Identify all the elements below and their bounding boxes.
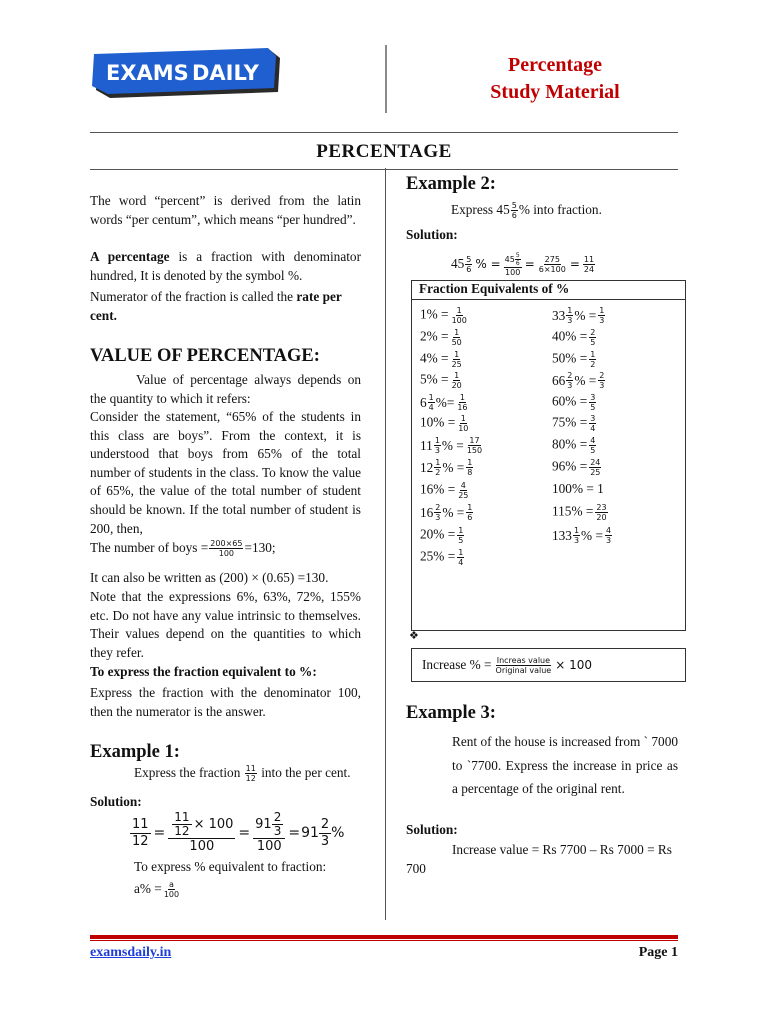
mixed-percent bbox=[552, 306, 596, 325]
ex1-sol-fraction-b bbox=[168, 811, 235, 855]
fraction-table-cell-right-8 bbox=[552, 481, 604, 497]
ex1-denominator: 12 bbox=[245, 774, 256, 784]
percent-label: 96% = bbox=[552, 458, 588, 474]
equivalent-num: 1 bbox=[454, 371, 460, 380]
equivalent-den: 16 bbox=[457, 403, 468, 412]
ex1-numerator: 11 bbox=[245, 764, 256, 774]
equivalent-num: 1 bbox=[458, 526, 464, 535]
rate-per-cent-bold: rate per cent. bbox=[90, 289, 342, 323]
ex2-sol-b-fraction bbox=[504, 252, 522, 277]
mixed-suffix: % = bbox=[581, 527, 603, 543]
fraction-table-cell-right-4 bbox=[552, 393, 597, 412]
mixed-percent bbox=[552, 371, 596, 390]
mixed-fraction bbox=[434, 458, 441, 477]
mixed-suffix: % = bbox=[574, 307, 597, 323]
ex2-num: 5 bbox=[511, 201, 517, 211]
ex1-sol-b-inner-num: 11 bbox=[174, 810, 190, 824]
percent-label: 60% = bbox=[552, 393, 588, 409]
fraction-table-cell-right-0 bbox=[552, 306, 606, 325]
ex1-sol-d-whole: 91 bbox=[301, 825, 319, 841]
footer-website-link[interactable]: examsdaily.in bbox=[90, 945, 172, 960]
equivalent-den: 150 bbox=[466, 446, 483, 455]
percent-label: 115% = bbox=[552, 503, 594, 519]
a-percent-formula bbox=[134, 880, 181, 899]
mixed-fraction bbox=[566, 306, 573, 325]
increase-fraction bbox=[495, 656, 553, 675]
ex2-sol-b-inner-num: 5 bbox=[515, 251, 520, 259]
ex2-prefix: Express 45 bbox=[451, 202, 510, 217]
mixed-den: 3 bbox=[567, 316, 573, 325]
mixed-den: 2 bbox=[435, 468, 441, 477]
example-2-question bbox=[451, 201, 602, 220]
fraction-table-heading: Fraction Equivalents of % bbox=[419, 281, 570, 296]
mixed-percent bbox=[420, 458, 464, 477]
equivalent-fraction bbox=[456, 393, 468, 412]
increase-mult: × 100 bbox=[555, 658, 592, 672]
header-title-line2: Study Material bbox=[490, 81, 620, 103]
equivalent-den: 4 bbox=[590, 424, 596, 433]
ex2-suffix: % into fraction. bbox=[518, 202, 602, 217]
example-1-solution-equation: $\frac{11}{12}$ = $\frac{11}{12}$ × 100 100 = 91 $\frac{2}{3}$ 100 = 91 $\frac{2}{3}$ % bbox=[132, 810, 345, 854]
equivalent-num: 1 bbox=[460, 414, 466, 423]
fraction-equivalents-table bbox=[411, 280, 686, 631]
value-paragraph-1: Value of percentage always depends on the quantity to which it refers: bbox=[90, 372, 361, 406]
ex1-sol-b-den: 100 bbox=[189, 839, 215, 854]
percent-label: 80% = bbox=[552, 436, 588, 452]
ex1-sol-d-den: 3 bbox=[320, 833, 330, 849]
equivalent-den: 8 bbox=[467, 468, 473, 477]
mixed-num: 1 bbox=[435, 458, 441, 467]
mixed-den: 3 bbox=[567, 381, 573, 390]
ex1-sol-b-mult: × 100 bbox=[193, 816, 234, 832]
rate-per-cent-text: Numerator of the fraction is called the bbox=[90, 289, 297, 304]
equivalent-den: 6 bbox=[467, 513, 473, 522]
percent-label: 1% = bbox=[420, 306, 449, 322]
equivalent-den: 5 bbox=[590, 338, 596, 347]
note-paragraph: Note that the expressions 6%, 63%, 72%, 155% etc. Do not have any value intrinsic to themselves. Their values depend on the quantities to which they refer. bbox=[90, 589, 361, 660]
ex2-sol-c-num: 275 bbox=[544, 254, 560, 264]
fraction-table-cell-left-0 bbox=[420, 306, 469, 325]
equivalent-fraction bbox=[466, 458, 473, 477]
logo-text-exams: EXAMS bbox=[106, 61, 189, 85]
equivalent-fraction bbox=[466, 436, 483, 455]
ex2-sol-b-inner-den: 6 bbox=[515, 259, 520, 267]
equivalent-den: 3 bbox=[599, 316, 605, 325]
equivalent-fraction bbox=[457, 481, 469, 500]
mixed-suffix: %= bbox=[435, 394, 455, 410]
fraction-table-cell-right-2 bbox=[552, 350, 597, 369]
boys-fraction bbox=[209, 539, 243, 558]
equivalent-num: 17 bbox=[469, 436, 480, 445]
equivalent-fraction bbox=[598, 306, 605, 325]
equivalent-den: 5 bbox=[590, 403, 596, 412]
fraction-table-cell-left-1 bbox=[420, 328, 464, 347]
ex1-sol-c-inner-den: 3 bbox=[273, 824, 282, 838]
increase-num: Increas value bbox=[496, 655, 551, 665]
increase-den: Original value bbox=[495, 665, 552, 675]
to-express-percent-line: To express % equivalent to fraction: bbox=[134, 859, 327, 874]
fraction-table-cell-left-10 bbox=[420, 526, 465, 545]
ex1-sol-a-num: 11 bbox=[132, 816, 149, 832]
page-number: Page 1 bbox=[638, 945, 678, 960]
equivalent-num: 3 bbox=[590, 414, 596, 423]
mixed-percent bbox=[420, 436, 464, 455]
percentage-definition-bold: A percentage bbox=[90, 249, 170, 264]
example-3-heading: Example 3: bbox=[406, 703, 496, 723]
fraction-table-cell-right-10 bbox=[552, 526, 613, 545]
fraction-table-cell-left-6 bbox=[420, 436, 484, 455]
mixed-num: 1 bbox=[434, 436, 440, 445]
percent-label: 16% = bbox=[420, 481, 456, 497]
equivalent-fraction bbox=[598, 371, 605, 390]
increase-prefix: Increase % = bbox=[422, 657, 492, 672]
fraction-table-cell-right-9 bbox=[552, 503, 609, 522]
equivalent-fraction bbox=[589, 414, 596, 433]
boys-prefix: The number of boys = bbox=[90, 540, 209, 555]
intro-paragraph: The word “percent” is derived from the latin words “per centum”, which means “per hundred”. bbox=[90, 193, 361, 227]
equivalent-den: 50 bbox=[451, 338, 462, 347]
increase-percent-formula-box bbox=[411, 648, 686, 682]
mixed-percent bbox=[420, 503, 464, 522]
ex2-sol-d-den: 24 bbox=[583, 264, 595, 274]
fraction-table-cell-left-5 bbox=[420, 414, 470, 433]
mixed-whole: 6 bbox=[420, 394, 427, 410]
ex2-sol-c-den: 6×100 bbox=[538, 264, 566, 274]
mixed-fraction bbox=[428, 393, 435, 412]
percent-label: 4% = bbox=[420, 350, 449, 366]
mixed-whole: 33 bbox=[552, 307, 566, 323]
equivalent-den: 25 bbox=[451, 360, 462, 369]
ex2-sol-c-fraction bbox=[538, 255, 567, 274]
percent-label: 40% = bbox=[552, 328, 588, 344]
ex1-sol-percent: % bbox=[331, 825, 345, 841]
ex2-sol-fraction bbox=[465, 255, 472, 274]
header-title bbox=[440, 52, 670, 106]
example-1-heading: Example 1: bbox=[90, 742, 180, 762]
ex1-sol-b-inner-den: 12 bbox=[174, 824, 190, 838]
equivalent-den: 10 bbox=[458, 424, 469, 433]
mixed-num: 2 bbox=[435, 503, 441, 512]
mixed-num: 1 bbox=[428, 393, 434, 402]
equivalent-num: 2 bbox=[599, 371, 605, 380]
mixed-den: 4 bbox=[428, 403, 434, 412]
equivalent-num: 24 bbox=[590, 458, 601, 467]
ex2-sol-b-whole: 45 bbox=[504, 254, 515, 264]
a-percent-fraction bbox=[163, 880, 180, 899]
percent-label: 25% = bbox=[420, 548, 456, 564]
mixed-den: 3 bbox=[573, 536, 580, 545]
equivalent-num: 1 bbox=[456, 306, 462, 315]
equivalent-fraction bbox=[457, 548, 464, 567]
equivalent-num: 4 bbox=[590, 436, 596, 445]
rate-per-cent-paragraph bbox=[90, 288, 364, 325]
equivalent-num: 1 bbox=[590, 350, 596, 359]
equivalent-den: 25 bbox=[458, 491, 469, 500]
mixed-den: 3 bbox=[434, 446, 440, 455]
ex1-sol-fraction-a bbox=[130, 817, 151, 850]
ex1-fraction bbox=[245, 764, 257, 783]
ex1-sol-b-inner bbox=[172, 811, 191, 838]
equivalent-num: 4 bbox=[605, 526, 612, 535]
fraction-equivalent-text: Express the fraction with the denominator 100, then the numerator is the answer. bbox=[90, 685, 361, 719]
ex2-sol-b-numerator bbox=[504, 252, 522, 268]
percent-label: 20% = bbox=[420, 526, 456, 542]
equivalent-den: 2 bbox=[590, 360, 596, 369]
equivalent-fraction bbox=[595, 503, 607, 522]
equivalent-fraction bbox=[451, 306, 468, 325]
example-3-solution-text: Increase value = Rs 7700 – Rs 7000 = Rs 700 bbox=[406, 842, 672, 876]
fraction-table-cell-left-2 bbox=[420, 350, 464, 369]
equivalent-fraction bbox=[589, 436, 596, 455]
equivalent-fraction bbox=[457, 526, 464, 545]
fraction-table-cell-left-3 bbox=[420, 371, 464, 390]
fraction-table-cell-left-9 bbox=[420, 503, 474, 522]
number-of-boys-line bbox=[90, 539, 276, 558]
mixed-suffix: % = bbox=[442, 504, 465, 520]
mixed-whole: 12 bbox=[420, 459, 434, 475]
ex2-sol-d-num: 11 bbox=[583, 254, 595, 264]
column-divider bbox=[385, 168, 386, 920]
equivalent-fraction bbox=[451, 328, 463, 347]
equivalent-den: 5 bbox=[458, 536, 464, 545]
example-2-solution-equation: 45 $\frac{5}{6}$ % = 45 $\frac{5}{6}$ 100 = $\frac{275}{6\times 100}$ = $\frac{11}{24}$ bbox=[451, 251, 595, 277]
equivalent-fraction bbox=[589, 393, 596, 412]
fraction-table-cell-right-5 bbox=[552, 414, 597, 433]
mixed-fraction bbox=[573, 526, 580, 545]
ex1-sol-c-inner-num: 2 bbox=[273, 810, 282, 824]
equivalent-fraction bbox=[451, 350, 463, 369]
percent-label: 100% = 1 bbox=[552, 481, 604, 496]
mixed-whole: 11 bbox=[420, 437, 433, 453]
fraction-table-cell-left-8 bbox=[420, 481, 470, 500]
a-percent-num: a bbox=[169, 880, 174, 890]
ex1-sol-c-numerator bbox=[253, 811, 285, 839]
fraction-table-cell-left-4 bbox=[420, 393, 470, 412]
mixed-fraction bbox=[434, 436, 441, 455]
example-1-question bbox=[134, 764, 351, 783]
header-title-line1: Percentage bbox=[507, 54, 603, 76]
a-percent-den: 100 bbox=[163, 890, 180, 900]
mixed-suffix: % = bbox=[441, 437, 464, 453]
boys-suffix: =130; bbox=[244, 540, 276, 555]
mixed-num: 2 bbox=[567, 371, 573, 380]
equivalent-num: 1 bbox=[458, 548, 464, 557]
fraction-table-cell-right-3 bbox=[552, 371, 606, 390]
ex1-sol-a-den: 12 bbox=[132, 833, 149, 849]
fraction-table-cell-left-11 bbox=[420, 548, 465, 567]
logo-graphic bbox=[92, 48, 282, 100]
boys-denominator: 100 bbox=[218, 549, 235, 559]
fraction-table-cell-right-7 bbox=[552, 458, 602, 477]
page-title: PERCENTAGE bbox=[316, 141, 452, 162]
percent-label: 75% = bbox=[552, 414, 588, 430]
mixed-suffix: % = bbox=[442, 459, 465, 475]
equivalent-num: 4 bbox=[460, 481, 466, 490]
fraction-table-cell-right-1 bbox=[552, 328, 597, 347]
equivalent-den: 100 bbox=[451, 316, 467, 325]
equivalent-den: 3 bbox=[605, 536, 612, 545]
example-3-question: Rent of the house is increased from ` 7000 to `7700. Express the increase in price as a percentage of the original rent. bbox=[452, 734, 678, 796]
exams-daily-logo bbox=[92, 48, 282, 100]
value-paragraph-2: Consider the statement, “65% of the students in this class are boys”. From the context, it is understood that boys from 65% of the total number of students in the class. To know the value of 65%, the value of the total number of student should be known. If the total number of student is 200, then, bbox=[90, 409, 361, 536]
fraction-table-cell-right-6 bbox=[552, 436, 597, 455]
ex2-den: 6 bbox=[511, 211, 517, 221]
mixed-fraction bbox=[566, 371, 573, 390]
equivalent-num: 1 bbox=[454, 328, 460, 337]
mixed-suffix: % = bbox=[574, 372, 597, 388]
ex1-sol-fraction-d bbox=[319, 817, 331, 850]
example-2-solution-label: Solution: bbox=[406, 227, 458, 242]
ex2-sol-whole: 45 bbox=[451, 255, 465, 271]
percentage-definition bbox=[90, 248, 361, 285]
ex2-sol-num: 5 bbox=[466, 254, 472, 264]
bullet-icon: ❖ bbox=[409, 630, 419, 642]
mixed-fraction bbox=[434, 503, 441, 522]
ex2-sol-b-den: 100 bbox=[505, 267, 521, 277]
value-of-percentage-heading: VALUE OF PERCENTAGE: bbox=[90, 346, 320, 366]
equivalent-den: 3 bbox=[599, 381, 605, 390]
header-divider bbox=[385, 45, 387, 113]
footer-rule-thick bbox=[90, 935, 678, 939]
ex2-sol-b-inner bbox=[515, 252, 521, 267]
ex1-suffix: into the per cent. bbox=[261, 765, 351, 780]
equivalent-den: 25 bbox=[590, 468, 601, 477]
a-percent-prefix: a% = bbox=[134, 881, 162, 896]
mixed-whole: 66 bbox=[552, 372, 566, 388]
ex1-sol-c-whole: 91 bbox=[255, 816, 272, 832]
equivalent-num: 1 bbox=[459, 393, 465, 402]
equivalent-den: 20 bbox=[596, 513, 607, 522]
also-written-line: It can also be written as (200) × (0.65) =130. bbox=[90, 570, 329, 585]
fraction-equivalent-heading: To express the fraction equivalent to %: bbox=[90, 664, 317, 679]
equivalent-num: 1 bbox=[454, 350, 460, 359]
example-2-heading: Example 2: bbox=[406, 174, 496, 194]
increase-percent-formula bbox=[422, 649, 592, 681]
ex1-sol-c-inner bbox=[272, 811, 284, 838]
ex1-sol-b-numerator bbox=[168, 811, 235, 839]
equivalent-fraction bbox=[451, 371, 463, 390]
equivalent-fraction bbox=[466, 503, 473, 522]
ex1-prefix: Express the fraction bbox=[134, 765, 241, 780]
equivalent-fraction bbox=[457, 414, 469, 433]
mixed-num: 1 bbox=[573, 526, 580, 535]
equivalent-den: 4 bbox=[458, 558, 464, 567]
ex1-sol-c-den: 100 bbox=[256, 839, 282, 854]
equivalent-num: 3 bbox=[590, 393, 596, 402]
percent-label: 50% = bbox=[552, 350, 588, 366]
mixed-percent bbox=[552, 526, 603, 545]
percent-label: 5% = bbox=[420, 371, 449, 387]
percentage-definition-rest: is a fraction with denominator hundred, It is denoted by the symbol %. bbox=[90, 249, 361, 283]
boys-numerator: 200×65 bbox=[210, 539, 243, 549]
ex1-sol-d-num: 2 bbox=[320, 816, 330, 832]
mixed-percent bbox=[420, 393, 454, 412]
ex1-sol-fraction-c bbox=[253, 811, 285, 855]
fraction-table-header-rule bbox=[412, 299, 685, 300]
equivalent-fraction bbox=[589, 458, 601, 477]
equivalent-num: 23 bbox=[596, 503, 607, 512]
equivalent-fraction bbox=[589, 350, 596, 369]
example-1-solution-label: Solution: bbox=[90, 794, 142, 809]
ex2-fraction bbox=[511, 201, 518, 220]
page-title-bar bbox=[90, 132, 678, 170]
mixed-den: 3 bbox=[435, 513, 441, 522]
mixed-num: 1 bbox=[567, 306, 573, 315]
mixed-whole: 16 bbox=[420, 504, 434, 520]
ex2-sol-d-fraction bbox=[583, 255, 595, 274]
equivalent-num: 1 bbox=[599, 306, 605, 315]
fraction-table-cell-left-7 bbox=[420, 458, 474, 477]
equivalent-den: 20 bbox=[451, 381, 462, 390]
example-3-solution-label: Solution: bbox=[406, 822, 458, 837]
ex2-sol-den: 6 bbox=[466, 264, 472, 274]
logo-text-daily: DAILY bbox=[192, 61, 259, 85]
equivalent-num: 1 bbox=[467, 458, 473, 467]
percent-label: 2% = bbox=[420, 328, 449, 344]
equivalent-fraction bbox=[605, 526, 612, 545]
equivalent-num: 1 bbox=[467, 503, 473, 512]
footer-rule-thin bbox=[90, 940, 678, 941]
equivalent-num: 2 bbox=[590, 328, 596, 337]
mixed-whole: 133 bbox=[552, 527, 572, 543]
percent-label: 10% = bbox=[420, 414, 456, 430]
equivalent-fraction bbox=[589, 328, 596, 347]
equivalent-den: 5 bbox=[590, 446, 596, 455]
